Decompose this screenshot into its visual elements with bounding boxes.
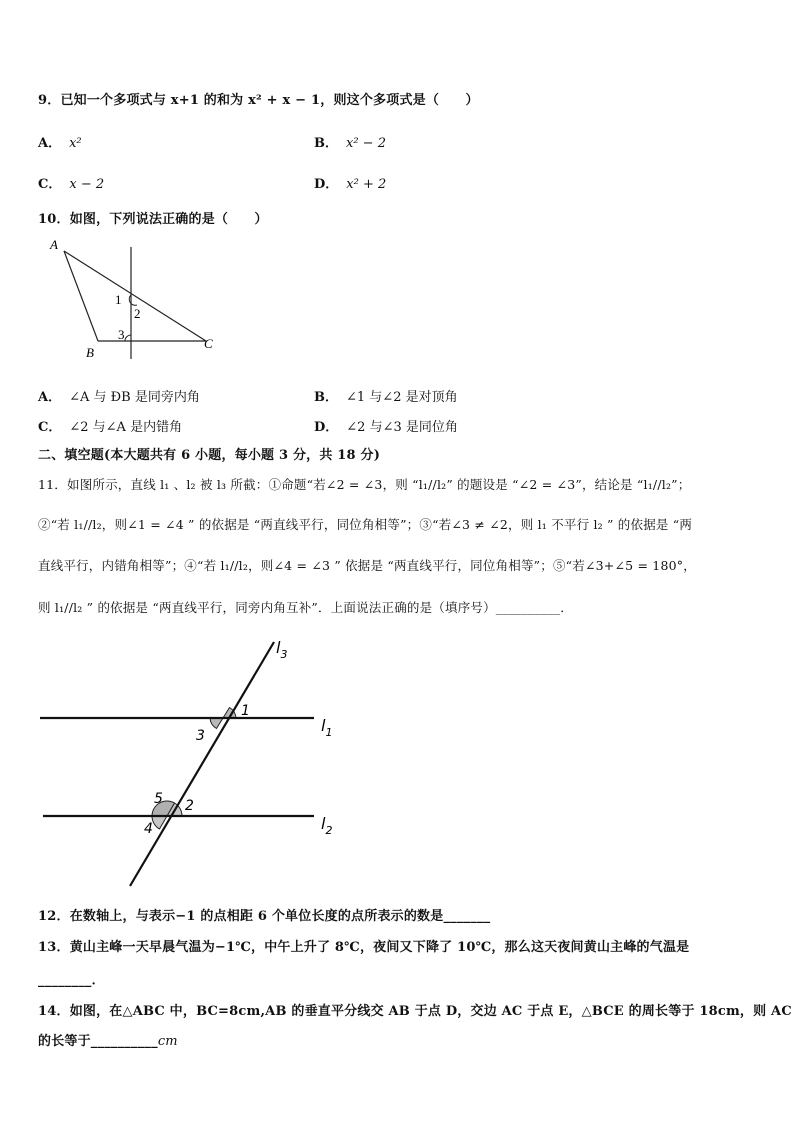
angle-3-sector — [210, 718, 223, 729]
q10-stem: 10．如图，下列说法正确的是（ ） — [38, 212, 268, 227]
q10-triangle-figure — [40, 233, 230, 363]
q11-parallel-lines-figure — [38, 636, 358, 892]
q10-option-d[interactable]: D． ∠2 与∠3 是同位角 — [314, 420, 458, 435]
q11-line-3: 直线平行，内错角相等”；④“若 l₁//l₂，则∠4 = ∠3 ” 依据是 “两直线平行，同位角相等”；⑤“若∠3+∠5 = 180°， — [38, 558, 696, 573]
side-ac — [64, 251, 206, 341]
angle-1-label: 1 — [241, 703, 250, 719]
q10-option-c[interactable]: C． ∠2 与∠A 是内错角 — [38, 420, 183, 435]
q9-option-b[interactable]: B． x² − 2 — [314, 136, 386, 151]
q9-option-d[interactable]: D． x² + 2 — [314, 177, 387, 192]
q14-unit: cm — [157, 1034, 178, 1049]
angle-3-label: 3 — [196, 728, 205, 744]
q10-option-b[interactable]: B． ∠1 与∠2 是对顶角 — [314, 390, 458, 405]
q11-line-1: 11．如图所示，直线 l₁ 、l₂ 被 l₃ 所截：①命题“若∠2 = ∠3，则 “l₁//l₂” 的题设是 “∠2 = ∠3”，结论是 “l₁//l₂”； — [38, 477, 691, 492]
q13-line-1: 13．黄山主峰一天早晨气温为−1℃，中午上升了 8℃，夜间又下降了 10℃，那么这天夜间黄山主峰的气温是 — [38, 940, 690, 955]
side-ab — [64, 251, 98, 341]
q14-line-2: 的长等于__________cm — [38, 1034, 178, 1049]
q14-line-1: 14．如图，在△ABC 中，BC=8cm,AB 的垂直平分线交 AB 于点 D，交边 AC 于点 E，△BCE 的周长等于 18cm，则 AC — [38, 1004, 792, 1019]
angle-1-label: 1 — [115, 292, 122, 307]
q9-stem: 9．已知一个多项式与 x+1 的和为 x² + x − 1，则这个多项式是（ ） — [38, 93, 479, 108]
angle-arc-3 — [125, 335, 131, 341]
angle-5-label: 5 — [154, 791, 163, 807]
vertex-b-label: B — [86, 345, 94, 360]
q9-option-a[interactable]: A． x² — [38, 136, 82, 151]
q13-line-2: ________． — [38, 973, 105, 988]
q10-option-a[interactable]: A． ∠A 与 ÐB 是同旁内角 — [38, 390, 200, 405]
q11-line-2: ②“若 l₁//l₂，则∠1 = ∠4 ” 的依据是 “两直线平行，同位角相等”；③“若∠3 ≠ ∠2，则 l₁ 不平行 l₂ ” 的依据是 “两 — [38, 517, 693, 532]
vertex-a-label: A — [50, 237, 58, 252]
q12-text: 12．在数轴上，与表示−1 的点相距 6 个单位长度的点所表示的数是_______ — [38, 909, 491, 924]
q11-line-4: 则 l₁//l₂ ” 的依据是 “两直线平行，同旁内角互补”．上面说法正确的是（填序号）__________． — [38, 600, 574, 615]
line-l3-label: $l_3$ — [276, 638, 288, 661]
angle-3-label: 3 — [118, 327, 125, 342]
angle-4-label: 4 — [144, 821, 153, 837]
line-l1-label: $l_1$ — [321, 716, 333, 739]
vertex-c-label: C — [204, 336, 213, 351]
section-2-heading: 二、填空题(本大题共有 6 小题，每小题 3 分，共 18 分) — [38, 448, 381, 463]
angle-2-label: 2 — [134, 306, 141, 321]
q9-option-c[interactable]: C． x − 2 — [38, 177, 105, 192]
angle-2-label: 2 — [185, 798, 194, 814]
line-l3 — [130, 642, 274, 886]
line-l2-label: $l_2$ — [321, 814, 333, 837]
